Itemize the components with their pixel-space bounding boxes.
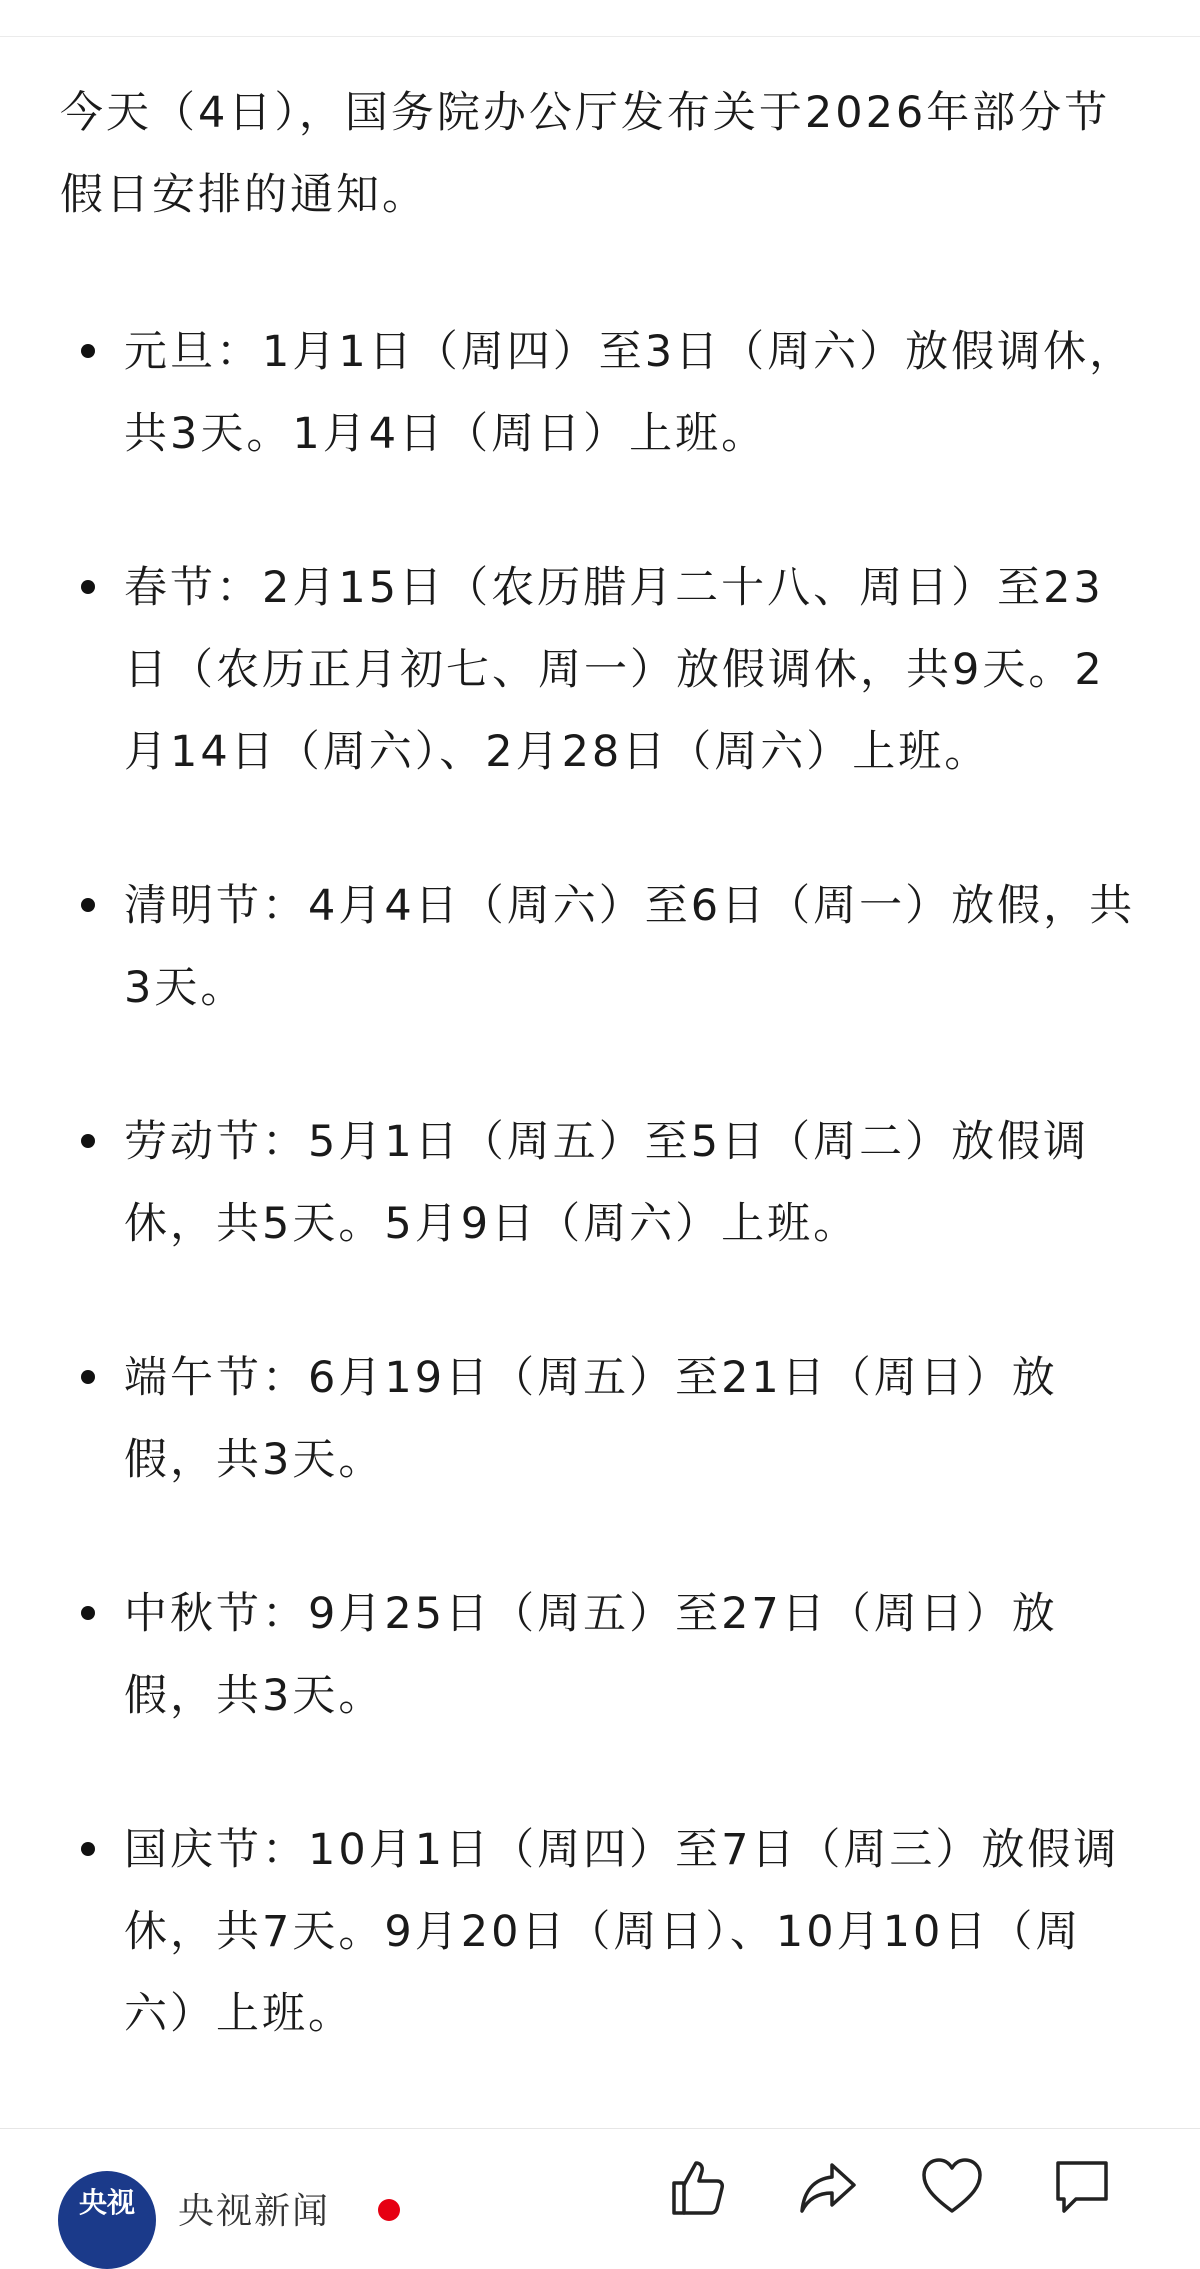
bottom-action-bar bbox=[0, 2129, 1200, 2232]
list-item-dragon-boat bbox=[60, 1337, 1145, 1501]
list-item-text: 劳动节：5月1日（周五）至5日（周二）放假调休，共5天。5月9日（周六）上班。 bbox=[124, 1117, 1090, 1249]
list-item-text: 中秋节：9月25日（周五）至27日（周日）放假，共3天。 bbox=[124, 1589, 1058, 1721]
list-item-mid-autumn bbox=[60, 1573, 1145, 1737]
like-icon[interactable] bbox=[666, 2155, 730, 2219]
source-name[interactable]: 央视新闻 bbox=[178, 2191, 331, 2232]
bullet-icon bbox=[81, 1134, 95, 1148]
list-item-national-day bbox=[60, 1809, 1145, 2055]
list-item-text: 国庆节：10月1日（周四）至7日（周三）放假调休，共7天。9月20日（周日）、10月10日（周六）上班。 bbox=[124, 1825, 1120, 2039]
favorite-icon[interactable] bbox=[920, 2155, 984, 2219]
bullet-icon bbox=[81, 344, 95, 358]
top-divider bbox=[0, 36, 1200, 37]
article-intro: 今天（4日），国务院办公厅发布关于2026年部分节假日安排的通知。 bbox=[60, 88, 1111, 220]
list-item-spring-festival bbox=[60, 547, 1145, 793]
source-logo-text: 央视 bbox=[78, 2186, 135, 2219]
bullet-icon bbox=[81, 580, 95, 594]
list-item-labour-day bbox=[60, 1101, 1145, 1265]
article-body bbox=[60, 72, 1145, 2055]
notification-dot bbox=[378, 2199, 400, 2221]
list-item-text: 春节：2月15日（农历腊月二十八、周日）至23日（农历正月初七、周一）放假调休，共9天。2月14日（周六）、2月28日（周六）上班。 bbox=[124, 563, 1105, 777]
source-avatar[interactable] bbox=[58, 2171, 156, 2269]
share-icon[interactable] bbox=[796, 2155, 860, 2219]
bullet-icon bbox=[81, 1370, 95, 1384]
list-item-text: 清明节：4月4日（周六）至6日（周一）放假，共3天。 bbox=[124, 881, 1136, 1013]
bullet-icon bbox=[81, 1606, 95, 1620]
list-item-qingming bbox=[60, 865, 1145, 1029]
list-item-new-year bbox=[60, 311, 1145, 475]
holiday-list bbox=[60, 311, 1145, 2055]
list-item-text: 端午节：6月19日（周五）至21日（周日）放假，共3天。 bbox=[124, 1353, 1058, 1485]
comment-icon[interactable] bbox=[1050, 2155, 1114, 2219]
list-item-text: 元旦：1月1日（周四）至3日（周六）放假调休，共3天。1月4日（周日）上班。 bbox=[124, 327, 1136, 459]
bullet-icon bbox=[81, 1842, 95, 1856]
bullet-icon bbox=[81, 898, 95, 912]
